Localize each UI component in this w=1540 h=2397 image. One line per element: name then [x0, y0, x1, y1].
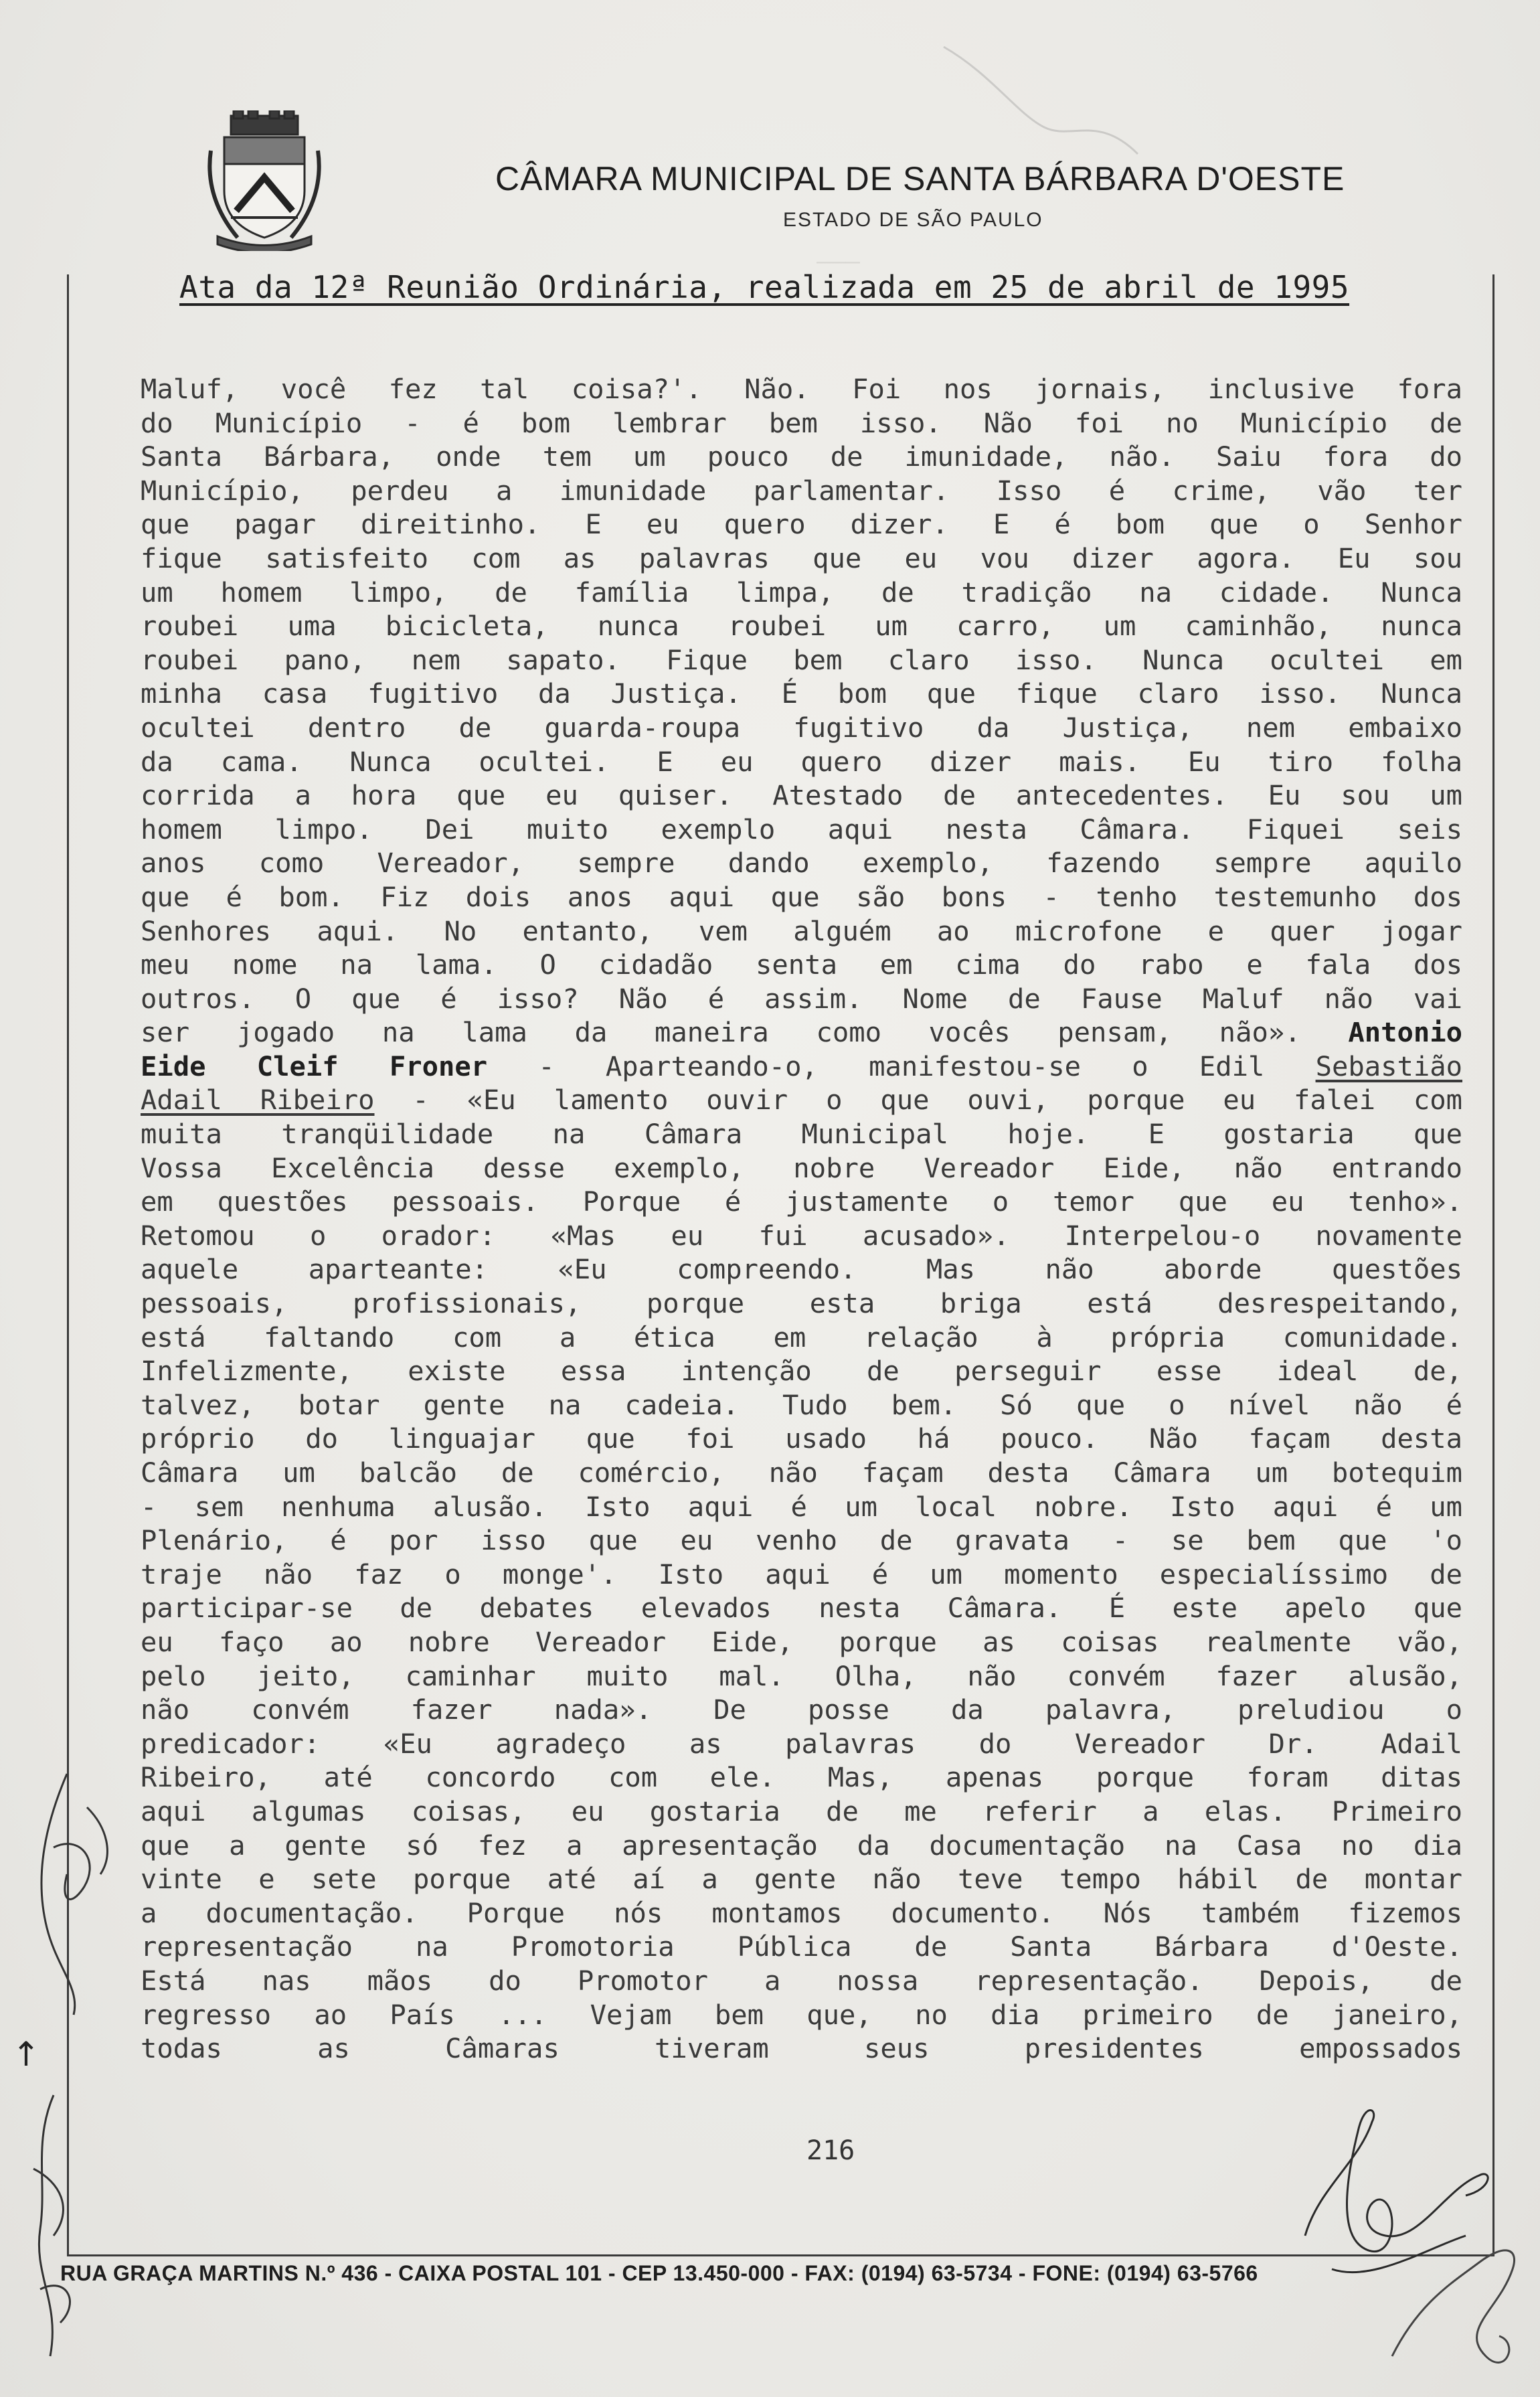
body-line: Senhores aqui. No entanto, vem alguém ao microfone e quer jogar	[141, 914, 1462, 947]
body-line: a documentação. Porque nós montamos documento. Nós também fizemos	[141, 1896, 1462, 1929]
body-line: que pagar direitinho. E eu quero dizer. E é bom que o Senhor	[141, 508, 1462, 541]
body-line: outros. O que é isso? Não é assim. Nome de Fause Maluf não vai	[141, 982, 1462, 1015]
body-line: minha casa fugitivo da Justiça. É bom que fique claro isso. Nunca	[141, 677, 1462, 710]
footer-rule	[67, 2254, 1494, 2256]
body-line: predicador: «Eu agradeço as palavras do Vereador Dr. Adail	[141, 1727, 1462, 1760]
body-line-text: - Aparteando-o, manifestou-se o Edil	[487, 1050, 1316, 1082]
body-line: ocultei dentro de guarda-roupa fugitivo da Justiça, nem embaixo	[141, 711, 1462, 744]
body-line: que é bom. Fiz dois anos aqui que são bons - tenho testemunho dos	[141, 880, 1462, 913]
speaker-name-underlined: Adail Ribeiro	[141, 1084, 375, 1117]
body-line: em questões pessoais. Porque é justamente o temor que eu tenho».	[141, 1185, 1462, 1218]
body-line-text: ser jogado na lama da maneira como vocês pensam, não».	[141, 1016, 1301, 1049]
body-line: do Município - é bom lembrar bem isso. Não foi no Município de	[141, 406, 1462, 439]
minutes-body	[141, 372, 1462, 2066]
body-line: pelo jeito, caminhar muito mal. Olha, não convém fazer alusão,	[141, 1659, 1462, 1692]
body-line: roubei pano, nem sapato. Fique bem claro isso. Nunca ocultei em	[141, 643, 1462, 676]
body-line-with-speaker	[141, 1050, 1462, 1084]
body-line: Santa Bárbara, onde tem um pouco de imunidade, não. Saiu fora do	[141, 440, 1462, 473]
body-line: aqui algumas coisas, eu gostaria de me referir a elas. Primeiro	[141, 1795, 1462, 1827]
body-line: está faltando com a ética em relação à própria comunidade.	[141, 1321, 1462, 1353]
body-line: Plenário, é por isso que eu venho de gravata - se bem que 'o	[141, 1524, 1462, 1557]
body-line: regresso ao País ... Vejam bem que, no dia primeiro de janeiro,	[141, 1998, 1462, 2031]
bleed-through-marks: ———	[817, 248, 861, 275]
institution-name: CÂMARA MUNICIPAL DE SANTA BÁRBARA D'OESTE	[495, 160, 1345, 197]
body-line: que a gente só fez a apresentação da documentação na Casa no dia	[141, 1829, 1462, 1862]
body-line: anos como Vereador, sempre dando exemplo, fazendo sempre aquilo	[141, 847, 1462, 880]
body-line: talvez, botar gente na cadeia. Tudo bem. Só que o nível não é	[141, 1388, 1462, 1421]
signature-right-edge	[1379, 2222, 1533, 2390]
body-line: um homem limpo, de família limpa, de tradição na cidade. Nunca	[141, 576, 1462, 608]
body-line: Infelizmente, existe essa intenção de perseguir esse ideal de,	[141, 1355, 1462, 1388]
body-line: Município, perdeu a imunidade parlamentar. Isso é crime, vão ter	[141, 474, 1462, 507]
signature-left-lower	[13, 2088, 94, 2370]
municipal-coat-of-arms-icon	[204, 110, 325, 251]
body-line: corrida a hora que eu quiser. Atestado de antecedentes. Eu sou um	[141, 779, 1462, 812]
speaker-name-underlined: Sebastião	[1315, 1050, 1463, 1082]
speaker-name-bold: Antonio	[1348, 1016, 1463, 1049]
body-line-text: - «Eu lamento ouvir o que ouvi, porque eu falei com	[412, 1084, 1462, 1117]
speaker-name-bold: Eide Cleif Froner	[141, 1050, 488, 1082]
signature-left-upper	[20, 1767, 120, 2021]
body-line: muita tranqüilidade na Câmara Municipal hoje. E gostaria que	[141, 1118, 1462, 1151]
body-line: traje não faz o monge'. Isto aqui é um momento especialíssimo de	[141, 1558, 1462, 1590]
body-line-with-speaker	[141, 1083, 1462, 1117]
body-line: participar-se de debates elevados nesta Câmara. É este apelo que	[141, 1592, 1462, 1625]
body-line: próprio do linguajar que foi usado há pouco. Não façam desta	[141, 1422, 1462, 1455]
state-name: ESTADO DE SÃO PAULO	[783, 209, 1043, 231]
footer-address: RUA GRAÇA MARTINS N.º 436 - CAIXA POSTAL 101 - CEP 13.450-000 - FAX: (0194) 63-5734 - FONE: (0194) 63-5766	[60, 2261, 1258, 2285]
body-line: Está nas mãos do Promotor a nossa representação. Depois, de	[141, 1964, 1462, 1997]
body-line: homem limpo. Dei muito exemplo aqui nesta Câmara. Fiquei seis	[141, 813, 1462, 845]
body-line-with-speaker	[141, 1015, 1462, 1050]
body-line: da cama. Nunca ocultei. E eu quero dizer mais. Eu tiro folha	[141, 745, 1462, 778]
body-line: Ribeiro, até concordo com ele. Mas, apenas porque foram ditas	[141, 1761, 1462, 1794]
body-line: fique satisfeito com as palavras que eu vou dizer agora. Eu sou	[141, 542, 1462, 574]
body-line: representação na Promotoria Pública de Santa Bárbara d'Oeste.	[141, 1930, 1462, 1963]
body-line: meu nome na lama. O cidadão senta em cima do rabo e fala dos	[141, 948, 1462, 981]
page-number: 216	[806, 2135, 855, 2166]
body-line: Câmara um balcão de comércio, não façam desta Câmara um botequim	[141, 1457, 1462, 1489]
margin-arrow-icon: ↑	[12, 2035, 40, 2074]
body-line: Retomou o orador: «Mas eu fui acusado». Interpelou-o novamente	[141, 1219, 1462, 1252]
body-line: Maluf, você fez tal coisa?'. Não. Foi nos jornais, inclusive fora	[141, 373, 1462, 405]
body-line: roubei uma bicicleta, nunca roubei um carro, um caminhão, nunca	[141, 610, 1462, 643]
minutes-title: Ata da 12ª Reunião Ordinária, realizada em 25 de abril de 1995	[179, 269, 1350, 305]
body-line: não convém fazer nada». De posse da palavra, preludiou o	[141, 1693, 1462, 1726]
body-line: aquele aparteante: «Eu compreendo. Mas não aborde questões	[141, 1253, 1462, 1286]
right-margin-rule	[1492, 274, 1494, 2256]
body-line-last: todas as Câmaras tiveram seus presidentes empossados	[141, 2032, 1462, 2065]
body-line: vinte e sete porque até aí a gente não teve tempo hábil de montar	[141, 1863, 1462, 1896]
body-line: pessoais, profissionais, porque esta briga está desrespeitando,	[141, 1287, 1462, 1320]
faint-signature-top	[937, 33, 1151, 167]
body-line: - sem nenhuma alusão. Isto aqui é um local nobre. Isto aqui é um	[141, 1490, 1462, 1523]
body-line: Vossa Excelência desse exemplo, nobre Vereador Eide, não entrando	[141, 1151, 1462, 1184]
body-line: eu faço ao nobre Vereador Eide, porque as coisas realmente vão,	[141, 1625, 1462, 1658]
